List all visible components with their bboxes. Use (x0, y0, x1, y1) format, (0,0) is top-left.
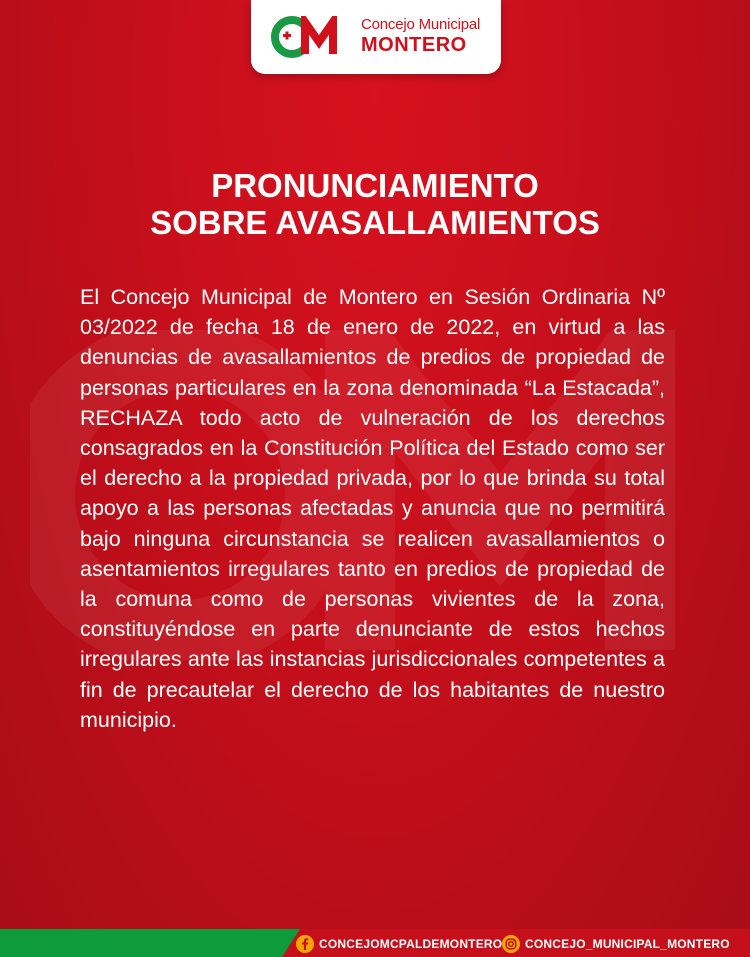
logo-badge (251, 0, 501, 74)
concejo-logo-mark (269, 16, 355, 58)
page-title (0, 167, 750, 241)
footer-bar (0, 929, 750, 957)
logo-line-concejo: Concejo Municipal (361, 16, 481, 33)
logo-text (361, 16, 480, 56)
title-line-1: PRONUNCIAMIENTO (211, 167, 539, 204)
facebook-link[interactable] (296, 935, 502, 953)
footer-green-stripe (0, 929, 300, 957)
instagram-link[interactable] (502, 935, 730, 953)
instagram-icon (502, 935, 520, 953)
facebook-handle: CONCEJOMCPALDEMONTERO (319, 937, 503, 951)
title-line-2: SOBRE AVASALLAMIENTOS (150, 204, 600, 241)
statement-body: El Concejo Municipal de Montero en Sesión Ordinaria Nº 03/2022 de fecha 18 de enero de 2022, en virtud a las denuncias de avasallamientos de predios de propiedad de personas particulares en la zona denominada “La Estacada”, RECHAZA todo acto de vulneración de los derechos consagrados en la Constitución Política del Estado como ser el derecho a la propiedad privada, por lo que brinda su total apoyo a las personas afectadas y anuncia que no permitirá bajo ninguna circunstancia se realicen avasallamientos o asentamientos irregulares tanto en predios de propiedad de la comuna como de personas vivientes de la zona, constituyéndose en parte denunciante de estos hechos irregulares ante las instancias jurisdiccionales competentes a fin de precautelar el derecho de los habitantes de nuestro municipio. (80, 285, 665, 732)
instagram-handle: CONCEJO_MUNICIPAL_MONTERO (525, 937, 730, 951)
facebook-icon (296, 935, 314, 953)
logo-line-montero: MONTERO (361, 34, 467, 56)
